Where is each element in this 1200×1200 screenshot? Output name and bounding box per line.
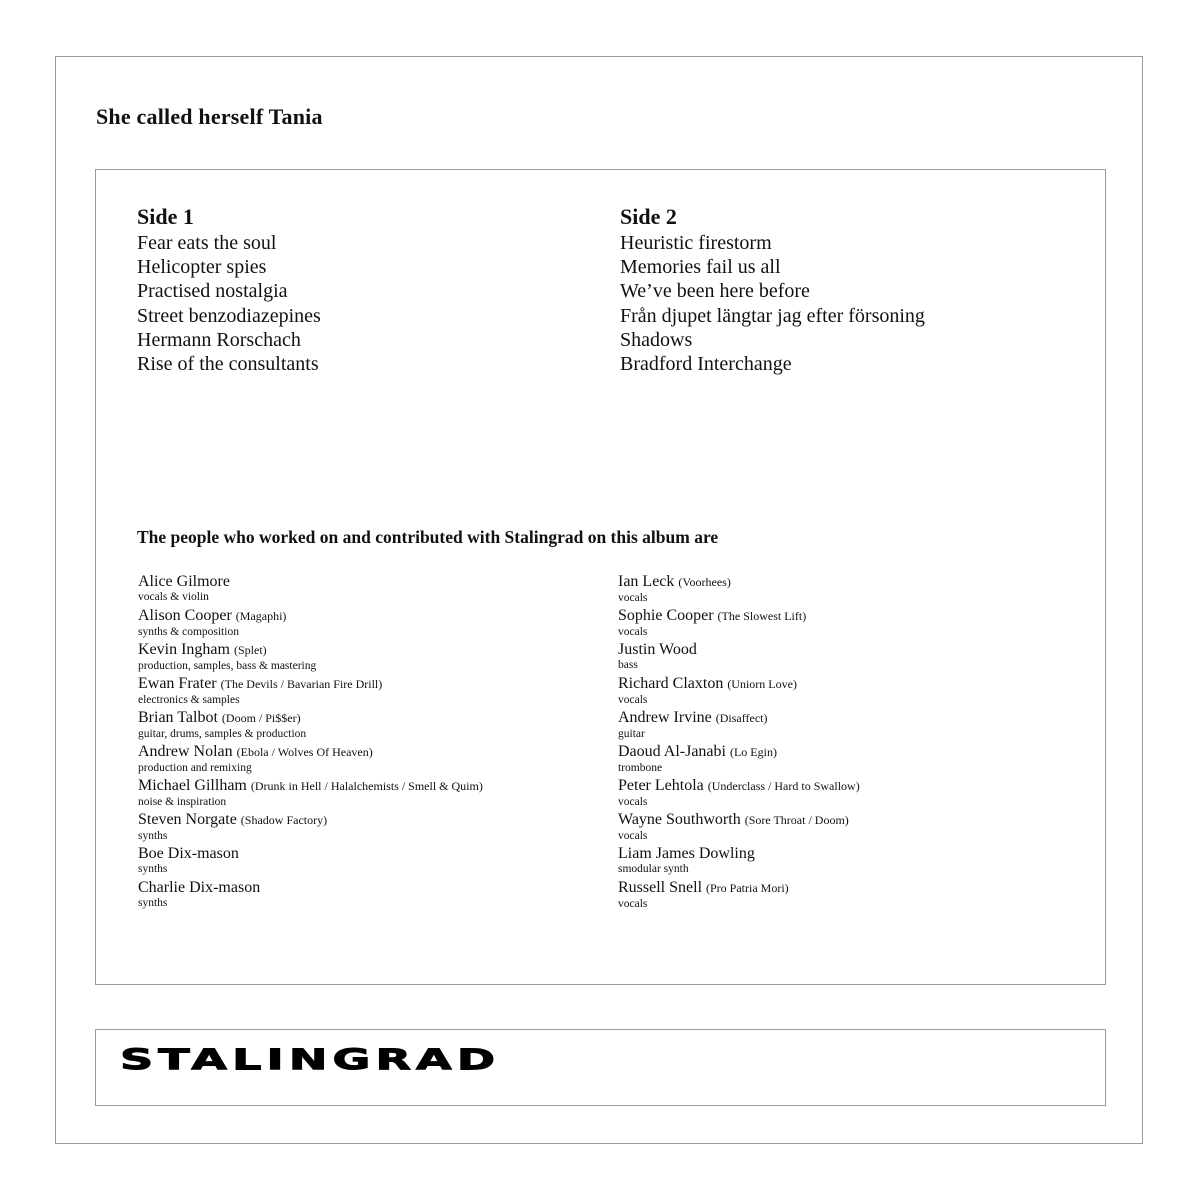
credit-item: [138, 607, 483, 641]
credit-item: [618, 607, 860, 641]
person-role: production and remixing: [138, 762, 252, 774]
credit-item: [138, 709, 483, 743]
credit-item: [618, 573, 860, 607]
album-title: She called herself Tania: [96, 104, 323, 129]
person-role: vocals: [618, 796, 648, 808]
person-name: Boe Dix-mason: [138, 845, 239, 862]
credit-item: [138, 811, 483, 845]
track: We’ve been here before: [620, 280, 810, 303]
track: Helicopter spies: [137, 256, 267, 279]
person-role: smodular synth: [618, 863, 689, 875]
track: Shadows: [620, 328, 693, 351]
person-role: vocals: [618, 694, 648, 706]
person-band: (Drunk in Hell / Halalchemists / Smell & Quim): [250, 779, 483, 793]
person-name: Richard Claxton: [618, 675, 724, 692]
person-role: synths: [138, 897, 168, 909]
person-role: synths: [138, 863, 168, 875]
person-band: (Underclass / Hard to Swallow): [707, 779, 860, 793]
person-role: synths: [138, 830, 168, 842]
person-role: vocals: [618, 626, 648, 638]
side-heading: Side 1: [137, 204, 194, 229]
person-role: noise & inspiration: [138, 796, 227, 808]
person-name: Alice Gilmore: [138, 573, 230, 590]
credit-item: [138, 777, 483, 811]
person-band: (Voorhees): [678, 575, 731, 589]
person-role: vocals: [618, 898, 648, 910]
person-role: guitar, drums, samples & production: [138, 728, 307, 740]
person-name: Andrew Irvine: [618, 709, 712, 726]
track: Hermann Rorschach: [137, 328, 301, 351]
person-band: (Disaffect): [715, 711, 768, 725]
person-band: (Doom / Pi$$er): [221, 711, 301, 725]
credit-item: [618, 777, 860, 811]
track: Street benzodiazepines: [137, 304, 321, 327]
track: Fear eats the soul: [137, 232, 277, 254]
person-name: Kevin Ingham: [138, 641, 230, 658]
person-name: Liam James Dowling: [618, 845, 755, 862]
person-name: Michael Gillham: [138, 777, 247, 794]
credit-item: [138, 743, 483, 777]
person-name: Peter Lehtola: [618, 777, 704, 794]
person-name: Ewan Frater: [138, 675, 217, 692]
credit-item: [138, 879, 483, 913]
credits-list-left: [138, 573, 483, 913]
credit-item: [138, 573, 483, 607]
credit-item: [618, 845, 860, 879]
person-band: (Uniorn Love): [727, 677, 797, 691]
person-band: (The Slowest Lift): [717, 609, 807, 623]
person-band: (Magaphi): [235, 609, 287, 623]
person-band: (Ebola / Wolves Of Heaven): [236, 745, 373, 759]
credits-heading: The people who worked on and contributed with Stalingrad on this album are: [137, 527, 719, 547]
person-role: vocals: [618, 592, 648, 604]
person-name: Steven Norgate: [138, 811, 237, 828]
track: Bradford Interchange: [620, 353, 792, 376]
side-heading: Side 2: [620, 204, 677, 229]
person-role: synths & composition: [138, 626, 239, 638]
track: Från djupet längtar jag efter försoning: [620, 304, 925, 327]
band-logo: STALINGRAD: [120, 1044, 501, 1077]
person-band: (Splet): [233, 643, 267, 657]
person-name: Russell Snell: [618, 879, 703, 896]
side-1: [137, 203, 321, 376]
credit-item: [618, 811, 860, 845]
track: Memories fail us all: [620, 256, 781, 279]
credit-item: [138, 641, 483, 675]
person-role: trombone: [618, 762, 663, 774]
credit-item: [138, 845, 483, 879]
credit-item: [618, 709, 860, 743]
person-name: Andrew Nolan: [138, 743, 233, 760]
person-band: (The Devils / Bavarian Fire Drill): [220, 677, 383, 691]
person-band: (Shadow Factory): [240, 813, 328, 827]
person-band: (Lo Egin): [729, 745, 777, 759]
person-role: production, samples, bass & mastering: [138, 660, 317, 672]
person-name: Alison Cooper: [138, 607, 232, 624]
person-name: Ian Leck: [618, 573, 675, 590]
credits-list-right: [618, 573, 860, 913]
track: Rise of the consultants: [137, 353, 319, 376]
person-role: vocals: [618, 830, 648, 842]
person-name: Justin Wood: [618, 641, 697, 658]
person-band: (Pro Patria Mori): [706, 881, 789, 895]
person-role: bass: [618, 659, 638, 671]
person-role: electronics & samples: [138, 694, 240, 706]
person-band: (Sore Throat / Doom): [744, 813, 849, 827]
person-role: vocals & violin: [138, 591, 209, 603]
credit-item: [618, 641, 860, 675]
side-2: [620, 203, 925, 376]
credit-item: [618, 743, 860, 777]
person-role: guitar: [618, 728, 645, 740]
credit-item: [138, 675, 483, 709]
person-name: Wayne Southworth: [618, 811, 741, 828]
person-name: Charlie Dix-mason: [138, 879, 261, 896]
track: Practised nostalgia: [137, 280, 288, 303]
credit-item: [618, 879, 860, 913]
person-name: Sophie Cooper: [618, 607, 714, 624]
person-name: Brian Talbot: [138, 709, 218, 726]
credit-item: [618, 675, 860, 709]
person-name: Daoud Al-Janabi: [618, 743, 726, 760]
track: Heuristic firestorm: [620, 232, 772, 254]
